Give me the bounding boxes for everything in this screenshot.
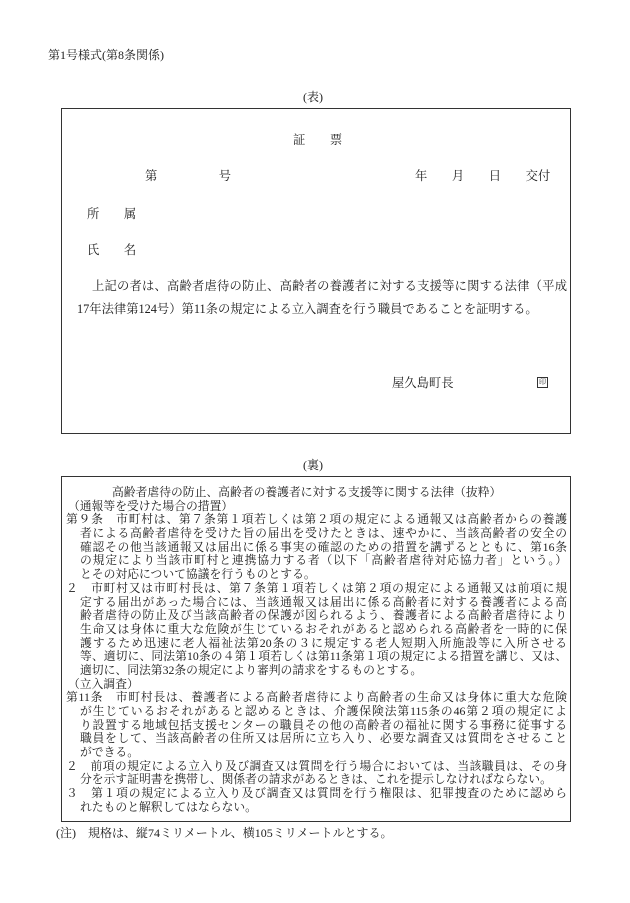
- article-11-paragraph-1: [66, 691, 567, 759]
- law-text-line: 護するため迅速に老人福祉法第20条の３に規定する老人短期入所施設等に入所させる: [80, 635, 567, 650]
- affiliation-label: 所 属: [87, 207, 137, 221]
- name-label: 氏 名: [87, 243, 137, 257]
- article-11-paragraph-3: [66, 787, 567, 814]
- card-title: 証 票: [293, 133, 343, 147]
- law-text-line: 者による高齢者虐待を受けた旨の届出を受けたときは、速やかに、当該高齢者の安全の: [80, 526, 567, 541]
- article-9-paragraph-1: [66, 513, 567, 581]
- size-note: (注) 規格は、縦74ミリメートル、横105ミリメートルとする。: [56, 826, 393, 840]
- law-text-line: 第11条 市町村長は、養護者による高齢者虐待により高齢者の生命又は身体に重大な危険: [66, 690, 567, 705]
- law-text-line: ができる。: [80, 745, 139, 760]
- law-text-line: とその対応について協議を行うものとする。: [80, 567, 316, 582]
- law-text-line: ２ 市町村又は市町村長は、第７条第１項若しくは第２項の規定による通報又は前項に規: [66, 580, 567, 595]
- law-text-line: 齢者虐待の防止及び当該高齢者の保護が図られるよう、養護者による高齢者虐待により: [80, 608, 567, 623]
- back-side-label: (裏): [303, 458, 323, 472]
- certification-line: 17年法律第124号）第11条の規定による立入調査を行う職員であることを証明する。: [77, 302, 538, 316]
- law-text-line: 確認その他当該通報又は届出に係る事実の確認のための措置を講ずるとともに、第16条: [80, 539, 567, 554]
- law-text-line: れたものと解釈してはならない。: [80, 799, 257, 814]
- law-text-line: ３ 第１項の規定による立入り及び調査又は質問を行う権限は、犯罪捜査のために認めら: [66, 786, 567, 801]
- issue-date-row: 年 月 日 交付: [415, 169, 551, 183]
- certificate-number-row: 第 号: [145, 169, 232, 183]
- issuer-name: 屋久島町長: [392, 376, 454, 390]
- certification-line: 上記の者は、高齢者虐待の防止、高齢者の養護者に対する支援等に関する法律（平成: [92, 279, 567, 293]
- law-text-line: が生じているおそれがあると認めるときは、介護保険法第115条の46第２項の規定によ: [80, 704, 567, 718]
- law-text-line: 職員をして、当該高齢者の住所又は居所に立ち入り、必要な調査又は質問をさせること: [80, 731, 567, 746]
- front-side-label: (表): [303, 90, 323, 104]
- law-text-line: 等、適切に、同法第10条の４第１項若しくは第11条第１項の規定による措置を講じ、又は、: [80, 649, 567, 664]
- law-text-line: ２ 前項の規定による立入り及び調査又は質問を行う場合においては、当該職員は、その身: [66, 758, 567, 773]
- front-id-card: [61, 108, 571, 434]
- article-9-paragraph-2: [66, 582, 567, 678]
- certification-statement: [77, 275, 567, 321]
- law-excerpt-box: [61, 476, 571, 822]
- law-text-line: 定する届出があった場合には、当該通報又は届出に係る高齢者に対する養護者による高: [80, 594, 567, 609]
- law-text-line: 生命又は身体に重大な危険が生じているおそれがあると認められる高齢者を一時的に保: [80, 621, 567, 636]
- law-text-line: 適切に、同法第32条の規定により審判の請求をするものとする。: [80, 662, 423, 677]
- law-text-line: 第９条 市町村は、第７条第１項若しくは第２項の規定による通報又は高齢者からの養護: [66, 512, 567, 527]
- form-number-label: 第1号様式(第8条関係): [48, 48, 164, 62]
- article-caption: （通報等を受けた場合の措置）: [68, 498, 234, 513]
- article-caption: （立入調査）: [68, 676, 139, 691]
- law-text-line: 分を示す証明書を携帯し、関係者の請求があるときは、これを提示しなければならない。: [80, 772, 552, 787]
- law-text-line: の規定により当該市町村と連携協力する者（以下「高齢者虐待対応協力者」という。）: [80, 553, 567, 568]
- article-11-paragraph-2: [66, 760, 567, 787]
- law-text-line: り設置する地域包括支援センターの職員その他の高齢者の福祉に関する事務に従事する: [80, 717, 567, 732]
- seal-stamp-mark: 印: [539, 378, 546, 386]
- law-title: 高齢者虐待の防止、高齢者の養護者に対する支援等に関する法律（抜粋）: [112, 485, 502, 499]
